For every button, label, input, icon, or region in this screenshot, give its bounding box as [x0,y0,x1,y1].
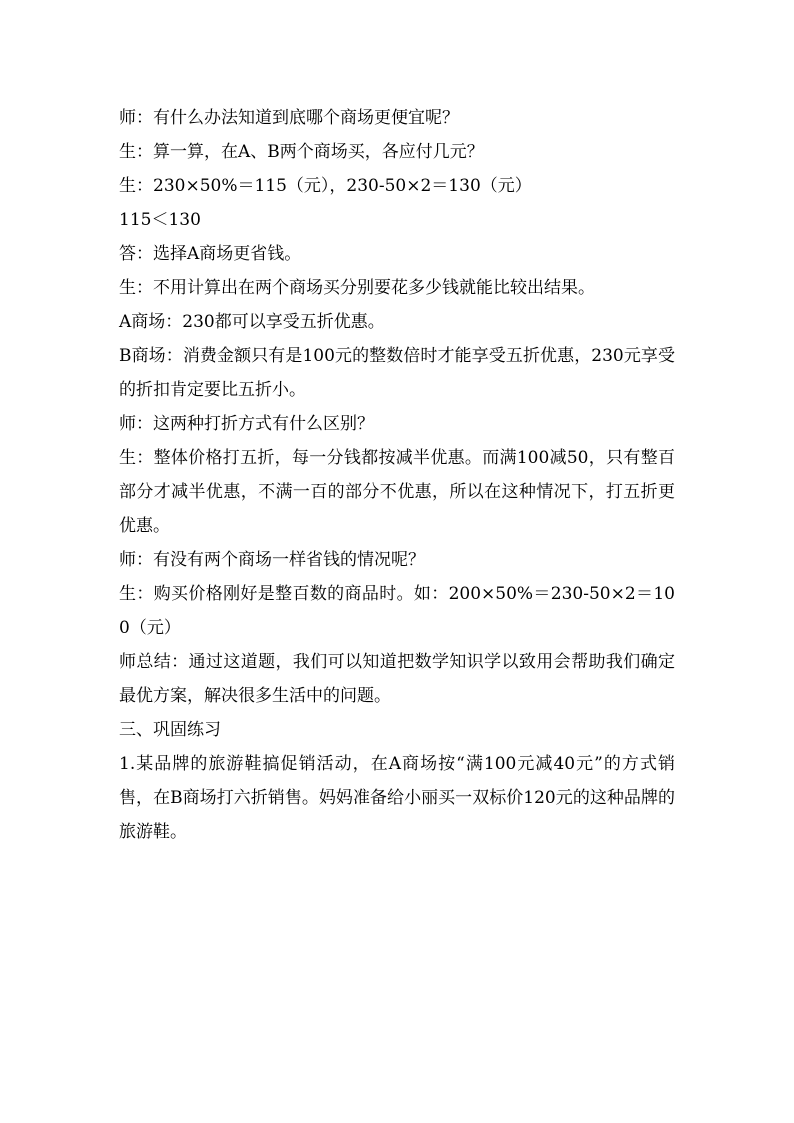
paragraph-teacher-summary: 师总结：通过这道题，我们可以知道把数学知识学以致用会帮助我们确定最优方案，解决很多生活中的问题。 [119,652,675,706]
paragraph-student-calc-prompt: 生：算一算，在A、B两个商场买，各应付几元？ [119,142,484,162]
paragraph-student-calculation: 生：230×50%＝115（元），230-50×2＝130（元） [119,176,532,196]
paragraph-mall-b: B商场：消费金额只有是100元的整数倍时才能享受五折优惠，230元享受的折扣肯定要比五折小。 [119,346,675,400]
paragraph-teacher-difference: 师：这两种打折方式有什么区别？ [119,414,374,434]
paragraph-comparison: 115＜130 [119,210,201,230]
paragraph-exercise-1: 1.某品牌的旅游鞋搞促销活动，在A商场按“满100元减40元”的方式销售，在B商场打六折销售。妈妈准备给小丽买一双标价120元的这种品牌的旅游鞋。 [119,754,675,842]
paragraph-student-example: 生：购买价格刚好是整百数的商品时。如：200×50%＝230-50×2＝100（元） [119,584,675,638]
paragraph-teacher-same: 师：有没有两个商场一样省钱的情况呢？ [119,550,425,570]
paragraph-teacher-question: 师：有什么办法知道到底哪个商场更便宜呢？ [119,108,459,128]
section-heading-practice: 三、巩固练习 [119,720,221,740]
document-body [119,101,675,849]
paragraph-mall-a: A商场：230都可以享受五折优惠。 [119,312,385,332]
paragraph-answer: 答：选择A商场更省钱。 [119,244,302,264]
paragraph-student-explanation: 生：整体价格打五折，每一分钱都按减半优惠。而满100减50，只有整百部分才减半优惠，不满一百的部分不优惠，所以在这种情况下，打五折更优惠。 [119,448,675,536]
paragraph-student-no-calc: 生：不用计算出在两个商场买分别要花多少钱就能比较出结果。 [119,278,595,298]
